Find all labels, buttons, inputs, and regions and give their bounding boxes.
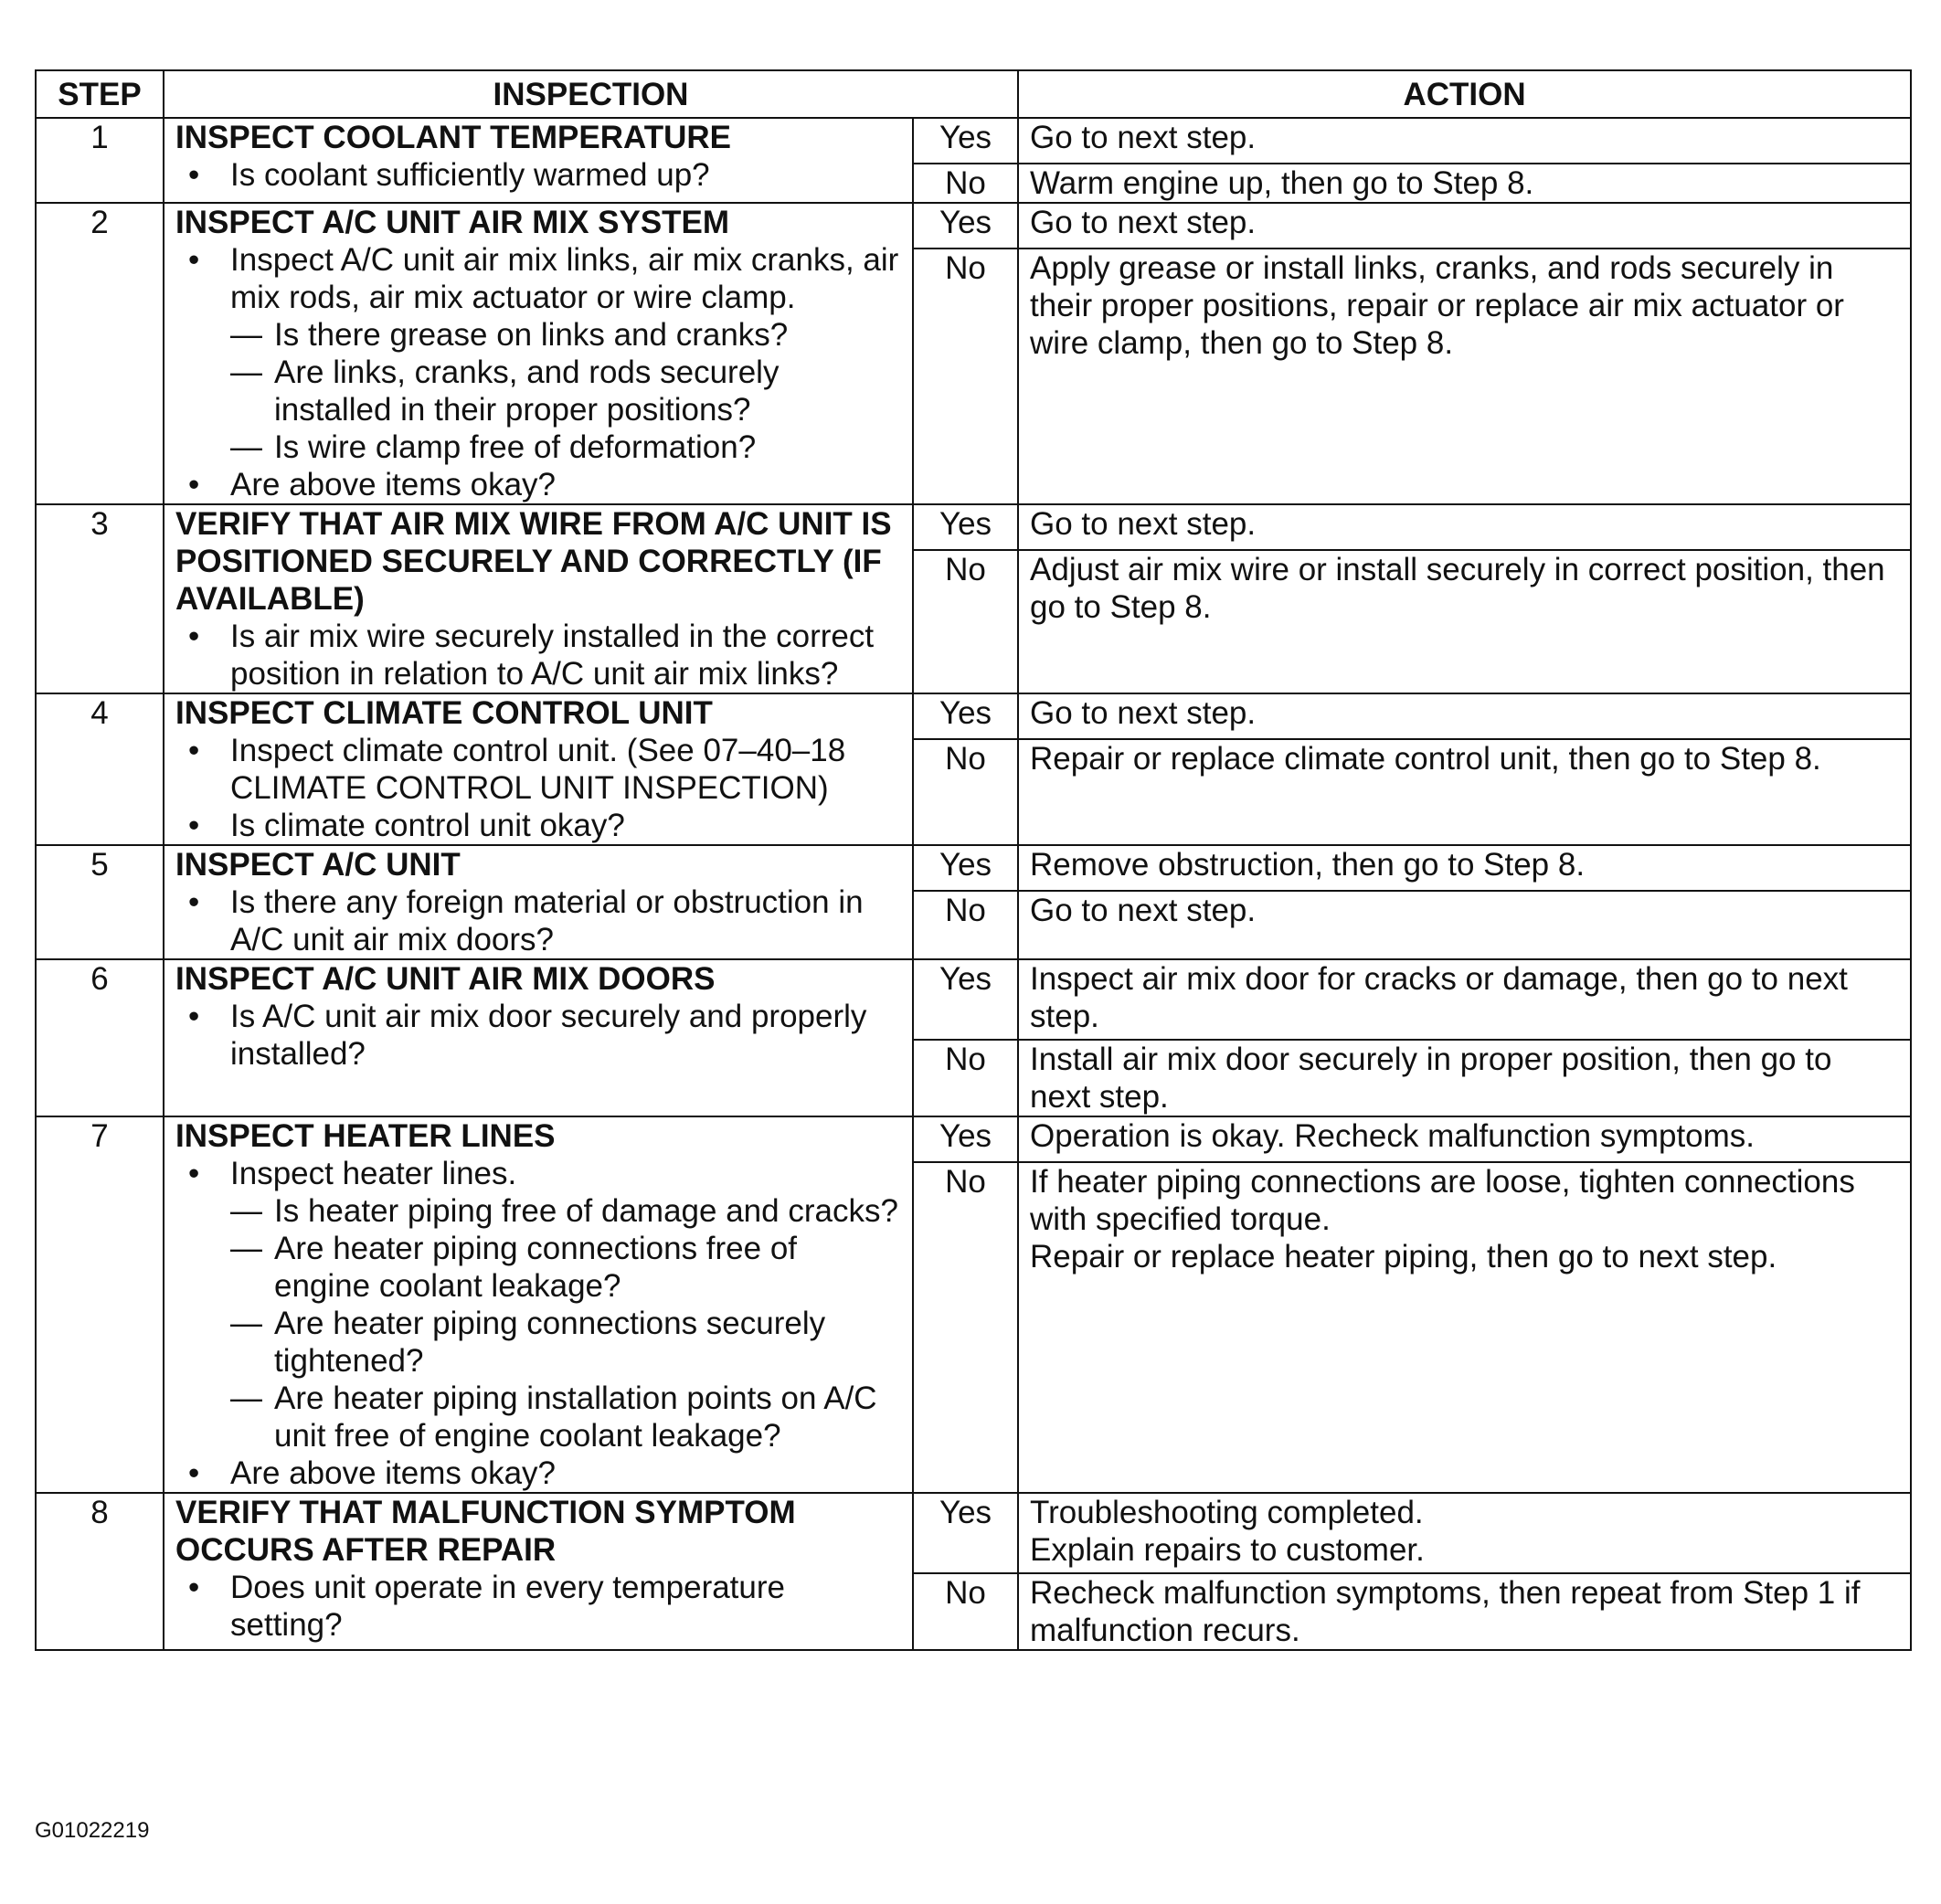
yes-action — [1018, 118, 1911, 164]
action-line: Install air mix door securely in proper position, then go to next step. — [1030, 1042, 1832, 1115]
action-line: Remove obstruction, then go to Step 8. — [1030, 847, 1586, 883]
inspection-bullet-item: • Inspect climate control unit. (See 07–40–18 CLIMATE CONTROL UNIT INSPECTION) — [175, 732, 901, 807]
action-line: Go to next step. — [1030, 205, 1257, 240]
inspection-checklist — [175, 998, 901, 1073]
inspection-title: INSPECT A/C UNIT — [175, 847, 461, 883]
action-line: Go to next step. — [1030, 695, 1257, 731]
no-label: No — [913, 1162, 1018, 1493]
action-line: If heater piping connections are loose, tighten connections with specified torque. — [1030, 1164, 1855, 1237]
action-line: Recheck malfunction symptoms, then repeat from Step 1 if malfunction recurs. — [1030, 1575, 1861, 1648]
yes-label: Yes — [913, 504, 1018, 550]
inspection-sub-item: — Are heater piping connections securely tightened? — [175, 1305, 901, 1380]
inspection-bullet-item: • Does unit operate in every temperature setting? — [175, 1569, 901, 1644]
yes-action — [1018, 845, 1911, 891]
inspection-bullet-item: • Inspect A/C unit air mix links, air mix cranks, air mix rods, air mix actuator or wire clamp. — [175, 241, 901, 316]
action-line: Warm engine up, then go to Step 8. — [1030, 165, 1534, 201]
inspection-title: VERIFY THAT AIR MIX WIRE FROM A/C UNIT IS POSITIONED SECURELY AND CORRECTLY (IF AVAILABLE) — [175, 506, 892, 617]
no-label: No — [913, 550, 1018, 693]
inspection-cell — [164, 504, 913, 693]
table-row — [36, 1116, 1911, 1162]
yes-label: Yes — [913, 693, 1018, 739]
inspection-cell — [164, 1493, 913, 1650]
yes-action — [1018, 1116, 1911, 1162]
table-row — [36, 203, 1911, 249]
yes-action — [1018, 693, 1911, 739]
step-number: 6 — [36, 959, 164, 1116]
inspection-title: INSPECT CLIMATE CONTROL UNIT — [175, 695, 713, 731]
action-line: Troubleshooting completed. — [1030, 1495, 1424, 1530]
inspection-cell — [164, 693, 913, 845]
inspection-cell — [164, 959, 913, 1116]
inspection-bullet-item: • Inspect heater lines. — [175, 1155, 901, 1192]
inspection-cell — [164, 845, 913, 959]
action-line: Repair or replace climate control unit, then go to Step 8. — [1030, 741, 1821, 777]
no-action — [1018, 739, 1911, 845]
yes-label: Yes — [913, 959, 1018, 1040]
table-row — [36, 959, 1911, 1040]
table-row — [36, 1493, 1911, 1573]
inspection-title: INSPECT HEATER LINES — [175, 1118, 556, 1154]
no-label: No — [913, 1573, 1018, 1650]
inspection-sub-item: — Is there grease on links and cranks? — [175, 316, 901, 354]
inspection-checklist — [175, 1155, 901, 1492]
action-line: Repair or replace heater piping, then go to next step. — [1030, 1239, 1777, 1275]
inspection-bullet-item: • Is A/C unit air mix door securely and properly installed? — [175, 998, 901, 1073]
inspection-cell — [164, 203, 913, 504]
action-line: Go to next step. — [1030, 120, 1257, 155]
table-row — [36, 693, 1911, 739]
step-number: 2 — [36, 203, 164, 504]
step-number: 4 — [36, 693, 164, 845]
action-line: Apply grease or install links, cranks, and rods securely in their proper positions, repair or replace air mix actuator or wire clamp, then go to Step 8. — [1030, 250, 1844, 361]
no-action — [1018, 249, 1911, 504]
inspection-bullet-item: • Are above items okay? — [175, 466, 901, 503]
inspection-bullet-item: • Is air mix wire securely installed in the correct position in relation to A/C unit air mix links? — [175, 618, 901, 693]
diagnostic-table — [35, 69, 1912, 1651]
yes-action — [1018, 504, 1911, 550]
no-label: No — [913, 739, 1018, 845]
no-label: No — [913, 1040, 1018, 1116]
inspection-title: VERIFY THAT MALFUNCTION SYMPTOM OCCURS AFTER REPAIR — [175, 1495, 796, 1568]
inspection-checklist — [175, 883, 901, 958]
step-number: 7 — [36, 1116, 164, 1493]
table-row — [36, 118, 1911, 164]
inspection-bullet-item: • Are above items okay? — [175, 1454, 901, 1492]
inspection-checklist — [175, 241, 901, 503]
inspection-sub-item: — Are heater piping connections free of engine coolant leakage? — [175, 1230, 901, 1305]
yes-label: Yes — [913, 203, 1018, 249]
yes-label: Yes — [913, 1116, 1018, 1162]
action-column-header: ACTION — [1018, 70, 1911, 118]
yes-action — [1018, 203, 1911, 249]
inspection-title: INSPECT A/C UNIT AIR MIX SYSTEM — [175, 205, 730, 240]
inspection-checklist — [175, 618, 901, 693]
table-header-row — [36, 70, 1911, 118]
yes-label: Yes — [913, 845, 1018, 891]
inspection-sub-item: — Is heater piping free of damage and cracks? — [175, 1192, 901, 1230]
inspection-checklist — [175, 1569, 901, 1644]
no-label: No — [913, 164, 1018, 203]
table-row — [36, 845, 1911, 891]
inspection-sub-item: — Are links, cranks, and rods securely installed in their proper positions? — [175, 354, 901, 428]
yes-action — [1018, 1493, 1911, 1573]
table-row — [36, 504, 1911, 550]
action-line: Operation is okay. Recheck malfunction symptoms. — [1030, 1118, 1755, 1154]
yes-action — [1018, 959, 1911, 1040]
no-action — [1018, 164, 1911, 203]
step-number: 1 — [36, 118, 164, 203]
inspection-checklist — [175, 732, 901, 844]
action-line: Go to next step. — [1030, 893, 1257, 928]
no-action — [1018, 550, 1911, 693]
action-line: Go to next step. — [1030, 506, 1257, 542]
inspection-cell — [164, 118, 913, 203]
table-body — [36, 118, 1911, 1650]
step-number: 3 — [36, 504, 164, 693]
yes-label: Yes — [913, 1493, 1018, 1573]
step-number: 8 — [36, 1493, 164, 1650]
inspection-sub-item: — Is wire clamp free of deformation? — [175, 428, 901, 466]
yes-label: Yes — [913, 118, 1018, 164]
no-action — [1018, 891, 1911, 959]
figure-code: G01022219 — [35, 1818, 150, 1843]
no-action — [1018, 1162, 1911, 1493]
step-number: 5 — [36, 845, 164, 959]
no-label: No — [913, 891, 1018, 959]
inspection-title: INSPECT COOLANT TEMPERATURE — [175, 120, 731, 155]
no-action — [1018, 1573, 1911, 1650]
action-line: Inspect air mix door for cracks or damage, then go to next step. — [1030, 961, 1848, 1034]
inspection-checklist — [175, 156, 901, 194]
step-column-header: STEP — [36, 70, 164, 118]
inspection-cell — [164, 1116, 913, 1493]
no-label: No — [913, 249, 1018, 504]
inspection-bullet-item: • Is there any foreign material or obstruction in A/C unit air mix doors? — [175, 883, 901, 958]
inspection-bullet-item: • Is coolant sufficiently warmed up? — [175, 156, 901, 194]
inspection-title: INSPECT A/C UNIT AIR MIX DOORS — [175, 961, 716, 997]
action-line: Explain repairs to customer. — [1030, 1532, 1425, 1568]
inspection-bullet-item: • Is climate control unit okay? — [175, 807, 901, 844]
inspection-sub-item: — Are heater piping installation points on A/C unit free of engine coolant leakage? — [175, 1380, 901, 1454]
inspection-column-header: INSPECTION — [164, 70, 1018, 118]
action-line: Adjust air mix wire or install securely in correct position, then go to Step 8. — [1030, 552, 1885, 625]
no-action — [1018, 1040, 1911, 1116]
